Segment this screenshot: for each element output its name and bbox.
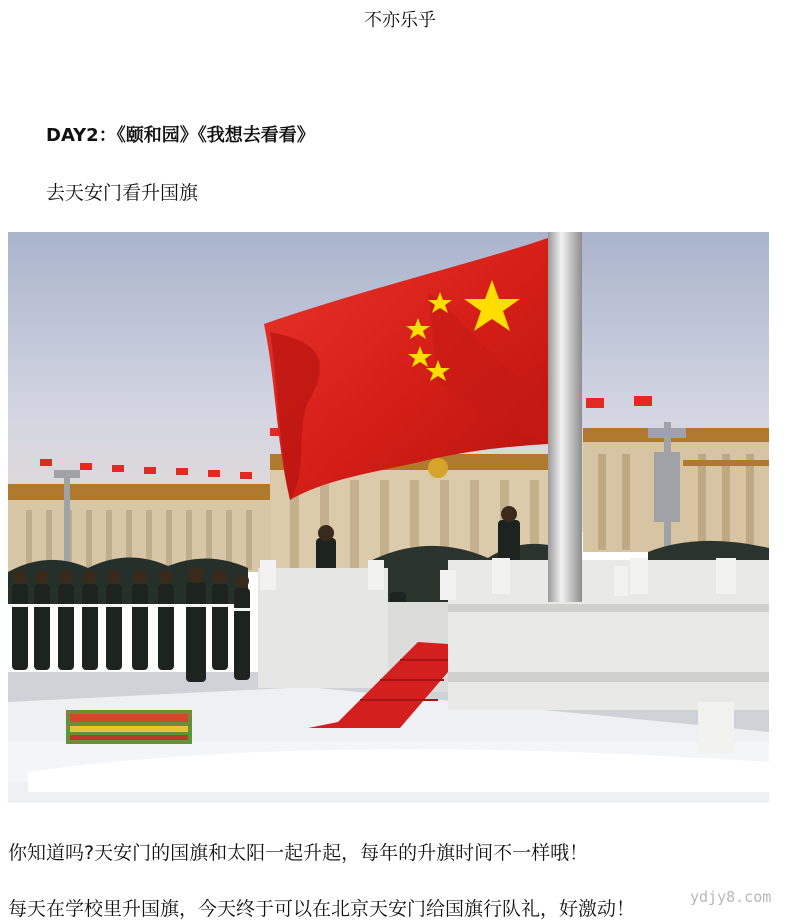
flagpole — [548, 232, 582, 602]
day-title: DAY2：《颐和园》《我想去看看》 — [46, 125, 315, 146]
watermark: ydjy8.com — [690, 888, 772, 906]
flag-raising-photo — [8, 232, 769, 803]
section-subtitle: 去天安门看升国旗 — [46, 182, 199, 204]
flower-bed — [66, 710, 192, 744]
page-header: 不亦乐乎 — [364, 10, 436, 31]
paragraph-flag-fact: 你知道吗?天安门的国旗和太阳一起升起，每年的升旗时间不一样哦！ — [8, 842, 589, 864]
paragraph-salute: 每天在学校里升国旗，今天终于可以在北京天安门给国旗行队礼，好激动！ — [8, 898, 636, 920]
